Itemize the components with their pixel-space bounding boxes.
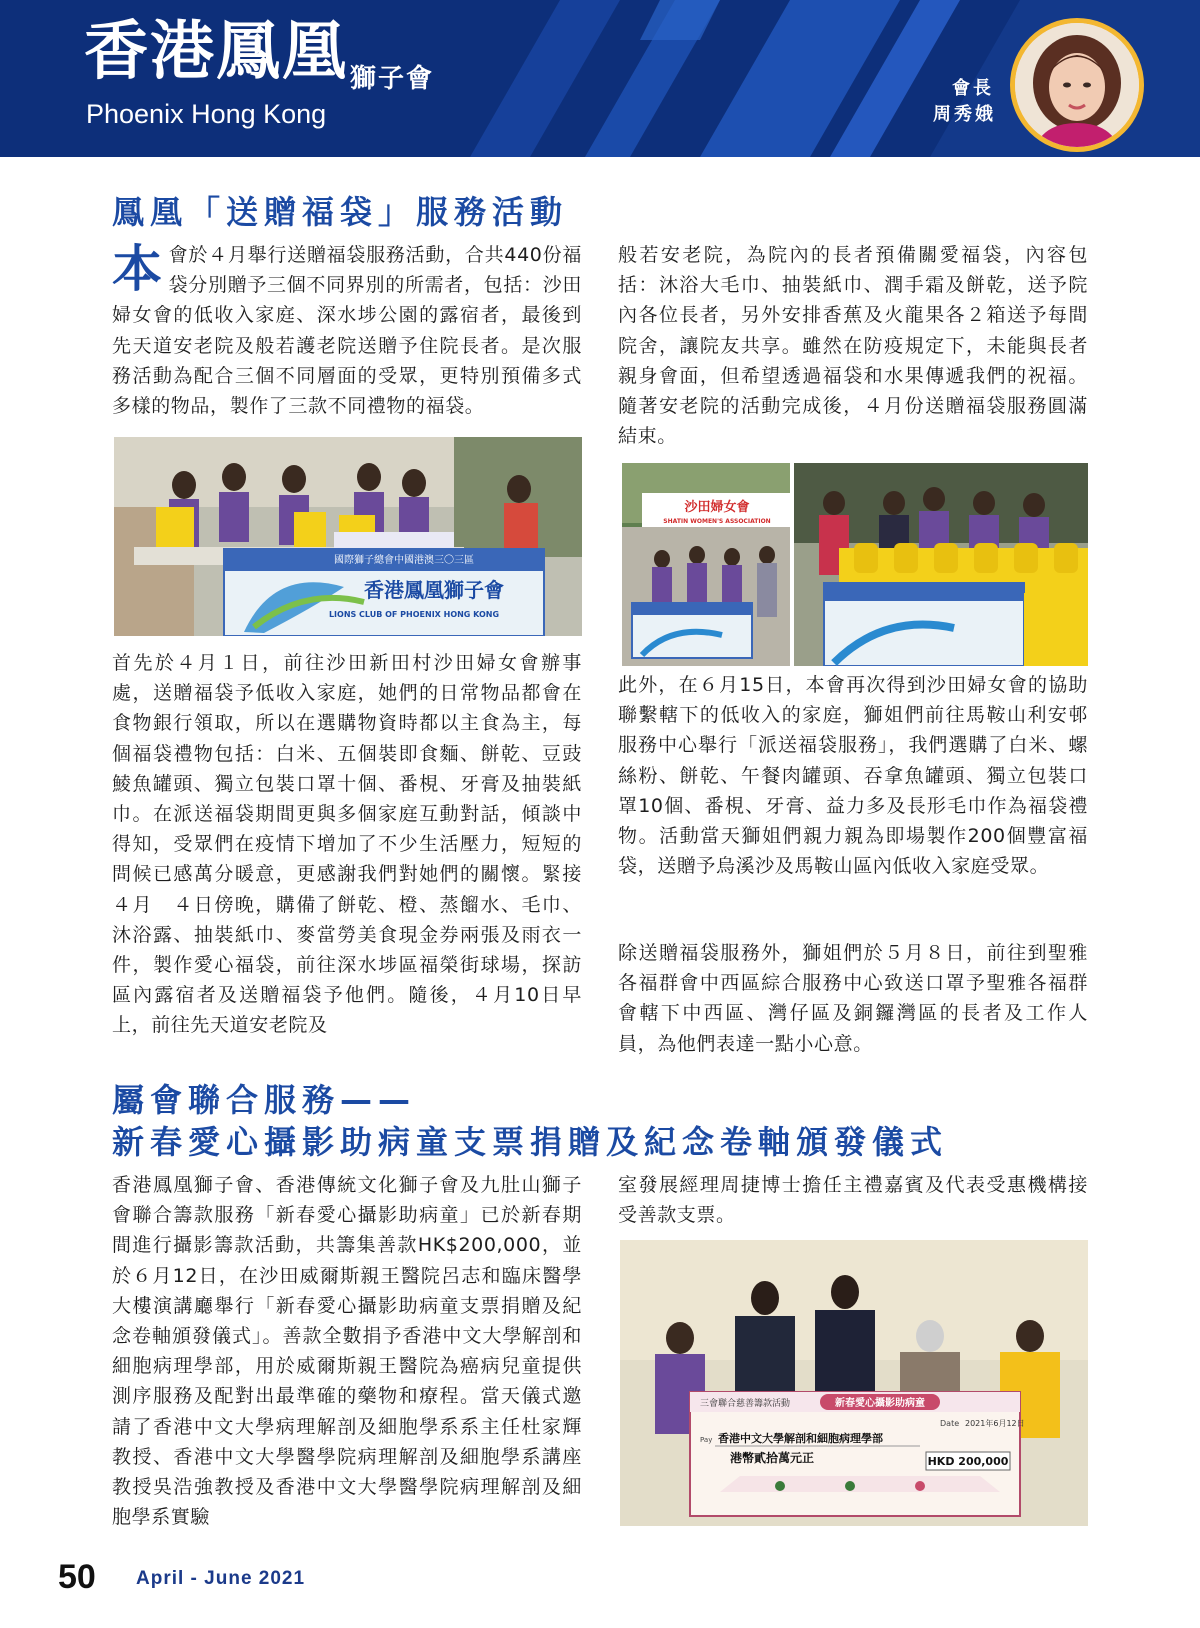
cheque-date-label: Date — [940, 1419, 960, 1428]
banner-district-text: 國際獅子總會中國港澳三〇三區 — [334, 555, 474, 566]
banner-name-zh: 香港鳳凰獅子會 — [364, 578, 504, 602]
page-number: 50 — [58, 1558, 96, 1596]
article1-title: 鳳凰「送贈福袋」服務活動 — [112, 193, 569, 231]
cheque-event: 新春愛心攝影助病童 — [835, 1398, 925, 1409]
photo-food-bags-table — [114, 437, 582, 636]
president-portrait — [1010, 18, 1144, 152]
sign-text-zh: 沙田婦女會 — [684, 500, 750, 515]
article2-paragraph-2: 室發展經理周捷博士擔任主禮嘉賓及代表受惠機構接受善款支票。 — [618, 1174, 1088, 1227]
header-banner — [0, 0, 1200, 157]
photo-shatin-womens-association — [622, 463, 790, 666]
cheque-pay-label: Pay — [700, 1436, 713, 1444]
article2-title-line1: 屬會聯合服務—— — [112, 1081, 417, 1119]
dropcap: 本 — [112, 239, 163, 298]
cheque-payee: 香港中文大學解剖和細胞病理學部 — [718, 1432, 883, 1445]
banner-name-en: LIONS CLUB OF PHOENIX HONG KONG — [328, 610, 500, 619]
club-title-en: Phoenix Hong Kong — [86, 99, 327, 129]
article2-title-line2: 新春愛心攝影助病童支票捐贈及紀念卷軸頒發儀式 — [112, 1123, 949, 1161]
article1-paragraph-3: 般若安老院，為院內的長者預備關愛福袋，內容包括：沐浴大毛巾、抽裝紙巾、潤手霜及餅乾，送予院內各位長者，另外安排香蕉及火龍果各２箱送予每間院舍，讓院友共享。雖然在防疫規定下，未能與長者親身會面，但希望透過福袋和水果傳遞我們的祝福。隨著安老院的活動完成後，４月份送贈福袋服務圓滿結束。 — [618, 244, 1088, 448]
club-title-zh: 香港鳳凰 — [84, 14, 348, 89]
article1-paragraph-4: 此外，在６月15日，本會再次得到沙田婦女會的協助聯繫轄下的低收入的家庭，獅姐們前往馬鞍山利安邨服務中心舉行「派送福袋服務」，我們選購了白米、螺絲粉、餅乾、午餐肉罐頭、吞拿魚罐頭、獨立包裝口罩10個、番梘、牙膏、益力多及長形毛巾作為福袋禮物。活動當天獅姐們親力親為即場製作200個豐富福袋，送贈予烏溪沙及馬鞍山區內低收入家庭受眾。 — [618, 674, 1088, 878]
article2-paragraph-1: 香港鳳凰獅子會、香港傳統文化獅子會及九肚山獅子會聯合籌款服務「新春愛心攝影助病童」已於新春期間進行攝影籌款活動，共籌集善款HK$200,000，並於６月12日，在沙田威爾斯親王醫院呂志和臨床醫學大樓演講廳舉行「新春愛心攝影助病童支票捐贈及紀念卷軸頒發儀式」。善款全數捐予香港中文大學解剖和細胞病理學部，用於威爾斯親王醫院為癌病兒童提供測序服務及配對出最準確的藥物和療程。當天儀式邀請了香港中文大學病理解剖及細胞學系系主任杜家輝教授、香港中文大學醫學院病理解剖及細胞學系講座教授吳浩強教授及香港中文大學醫學院病理解剖及細胞學系實驗 — [112, 1174, 582, 1529]
article1-paragraph-2: 首先於４月１日，前往沙田新田村沙田婦女會辦事處，送贈福袋予低收入家庭，她們的日常物品都會在食物銀行領取，所以在選購物資時都以主食為主，每個福袋禮物包括：白米、五個裝即食麵、餅乾、豆豉鯪魚罐頭、獨立包裝口罩十個、番梘、牙膏及抽裝紙巾。在派送福袋期間更與多個家庭互動對話，傾談中得知，受眾們在疫情下增加了不少生活壓力，短短的問候已感萬分暖意，更感謝我們對她們的關懷。緊接４月 ４日傍晚，購備了餅乾、橙、蒸餾水、毛巾、沐浴露、抽裝紙巾、麥當勞美食現金券兩張及雨衣一件，製作愛心福袋，前往深水埗區福榮街球場，探訪區內露宿者及送贈福袋予他們。隨後，４月10日早上，前往先天道安老院及 — [112, 652, 582, 1037]
issue-date: April - June 2021 — [136, 1568, 306, 1589]
president-role: 會長 — [952, 78, 994, 99]
photo-volunteers-yellow-bags — [794, 463, 1088, 666]
cheque-date: 2021年6月12日 — [965, 1419, 1025, 1428]
president-name: 周秀娥 — [933, 104, 996, 125]
sign-text-en: SHATIN WOMEN'S ASSOCIATION — [663, 518, 771, 525]
cheque-amount-words: 港幣貳拾萬元正 — [730, 1451, 815, 1465]
cheque-header: 三會聯合慈善籌款活動 — [700, 1399, 791, 1409]
photo-cheque-presentation — [620, 1240, 1088, 1526]
club-title-suffix: 獅子會 — [350, 64, 435, 94]
article1-paragraph-1: 本會於４月舉行送贈福袋服務活動，合共440份福袋分別贈予三個不同界別的所需者，包括：沙田婦女會的低收入家庭、深水埗公園的露宿者，最後到先天道安老院及般若護老院送贈予住院長者。是次服務活動為配合三個不同層面的受眾，更特別預備多式多樣的物品，製作了三款不同禮物的福袋。 — [112, 239, 582, 418]
cheque-amount: HKD 200,000 — [927, 1455, 1009, 1468]
article1-paragraph-5: 除送贈福袋服務外，獅姐們於５月８日，前往到聖雅各福群會中西區綜合服務中心致送口罩予聖雅各福群會轄下中西區、灣仔區及銅鑼灣區的長者及工作人員，為他們表達一點小心意。 — [618, 942, 1088, 1055]
